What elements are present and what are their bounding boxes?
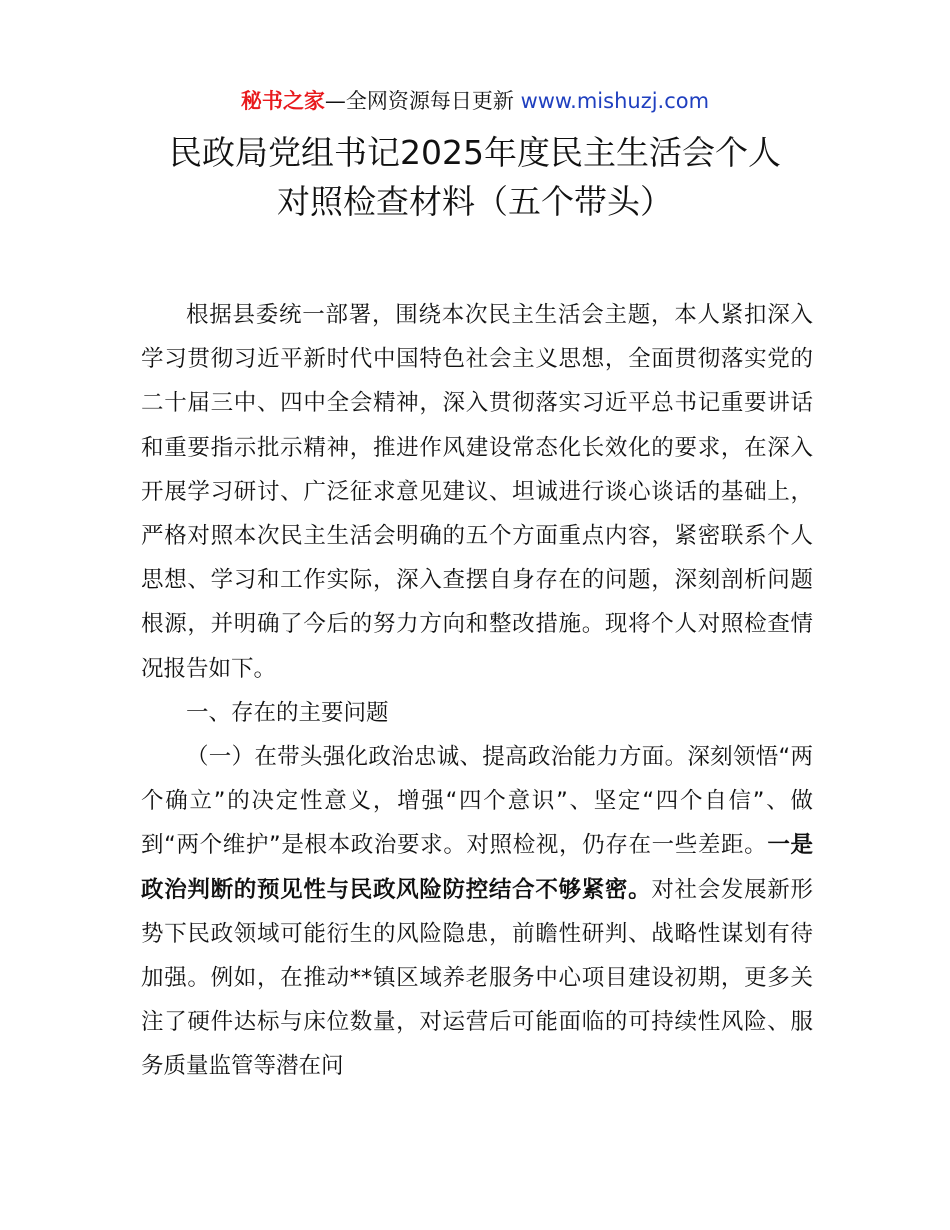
document-title [60,128,890,226]
site-brand: 秘书之家 [240,89,325,113]
site-url-link[interactable]: www.mishuzj.com [520,89,710,113]
title-line-2: 对照检查材料（五个带头） [277,182,673,221]
section-heading: 一、存在的主要问题 [186,699,389,726]
title-line-1: 民政局党组书记2025年度民主生活会个人 [169,133,781,172]
section-paragraph-start: （一）在带头强化政治忠诚、提高政治能力方面。深刻领悟“两个确立”的决定性意义，增强“四个意识”、坚定“四个自信”、做到“两个维护”是根本政治要求。对照检视，仍存在一些差距。 [141,744,813,859]
site-tagline: —全网资源每日更新 [324,89,521,113]
section-paragraph [141,735,813,1089]
section-paragraph-end: 对社会发展新形势下民政领域可能衍生的风险隐患，前瞻性研判、战略性谋划有待加强。例如，在推动**镇区域养老服务中心项目建设初期，更多关注了硬件达标与床位数量，对运营后可能面临的可持续性风险、服务质量监管等潜在问 [141,876,813,1080]
intro-paragraph: 根据县委统一部署，围绕本次民主生活会主题，本人紧扣深入学习贯彻习近平新时代中国特色社会主义思想，全面贯彻落实党的二十届三中、四中全会精神，深入贯彻落实习近平总书记重要讲话和重要指示批示精神，推进作风建设常态化长效化的要求，在深入开展学习研讨、广泛征求意见建议、坦诚进行谈心谈话的基础上，严格对照本次民主生活会明确的五个方面重点内容，紧密联系个人思想、学习和工作实际，深入查摆自身存在的问题，深刻剖析问题根源，并明确了今后的努力方向和整改措施。现将个人对照检查情况报告如下。 [141,302,813,682]
document-body [141,293,813,1089]
site-header [0,86,950,116]
section-paragraph-bold: 一是政治判断的预见性与民政风险防控结合不够紧密。 [141,832,813,903]
